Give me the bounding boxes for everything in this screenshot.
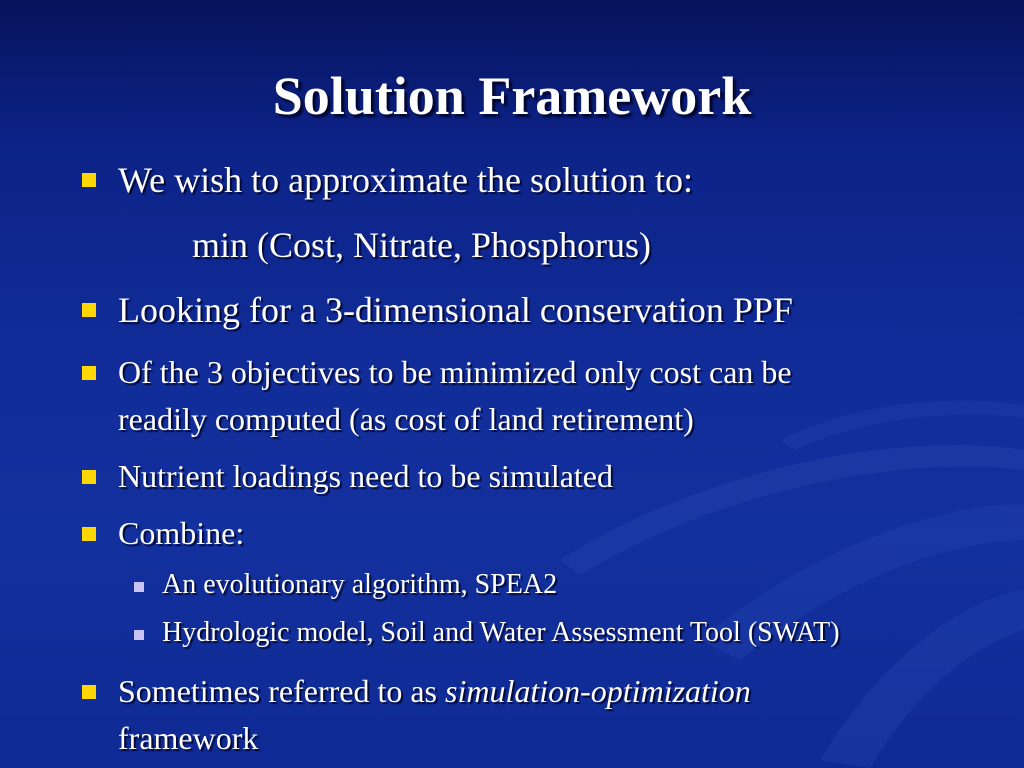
- bullet-text: Looking for a 3-dimensional conservation PPF: [118, 290, 793, 330]
- bullet-marker: [82, 303, 96, 317]
- bullet-text-continuation: framework: [118, 720, 259, 756]
- bullet-marker: [82, 366, 96, 380]
- bullet-text-continuation: readily computed (as cost of land retirement): [118, 401, 694, 437]
- bullet-marker: [82, 527, 96, 541]
- bullet-text-plain: Sometimes referred to as: [118, 673, 445, 709]
- bullet-text: Nutrient loadings need to be simulated: [118, 458, 613, 494]
- emphasis-text: simulation-optimization: [445, 673, 751, 709]
- sub-bullet-text: Hydrologic model, Soil and Water Assessment Tool (SWAT): [162, 617, 840, 648]
- bullet-text: We wish to approximate the solution to:: [118, 160, 694, 200]
- bullet-marker: [82, 173, 96, 187]
- bullet-text: Combine:: [118, 515, 245, 551]
- slide-title: Solution Framework: [272, 66, 752, 126]
- formula-text: min (Cost, Nitrate, Phosphorus): [192, 225, 651, 265]
- sub-bullet-marker: [134, 582, 144, 592]
- bullet-text: Of the 3 objectives to be minimized only cost can be: [118, 354, 792, 390]
- bullet-marker: [82, 470, 96, 484]
- sub-bullet-marker: [134, 630, 144, 640]
- bullet-marker: [82, 685, 96, 699]
- sub-bullet-text: An evolutionary algorithm, SPEA2: [162, 569, 558, 600]
- bullet-text: [118, 671, 751, 711]
